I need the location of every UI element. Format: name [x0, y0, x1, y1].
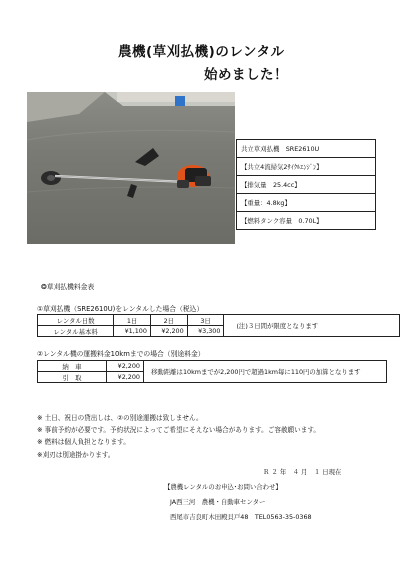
- row-label-pickup: 引 取: [38, 372, 107, 383]
- note-item: ※ 事前予約が必要です。予約状況によってご希望にそえない場合があります。ご容赦願います。: [37, 426, 320, 435]
- spec-weight: 【重量：4.8kg】: [237, 194, 376, 212]
- title-line1: 農機(草刈払機)のレンタル: [118, 44, 285, 60]
- note-item: ※刈刃は別途掛かります。: [37, 450, 115, 459]
- spec-engine: 【共立4流掃気2ｻｲｸﾙｴﾝｼﾞﾝ】: [237, 158, 376, 176]
- header-day1: 1日: [114, 315, 151, 326]
- notes-list: [37, 412, 320, 461]
- issue-date: Ｒ ２ 年 ４ 月 １ 日現在: [263, 468, 342, 476]
- transport-fee-table: [37, 360, 387, 383]
- price-day2: ¥2,200: [150, 326, 187, 337]
- spec-row: [237, 212, 376, 230]
- title-line2: 始めました！: [204, 67, 288, 83]
- address-phone: 西尾市吉良町木田殿貝戸48 TEL0563-35-0368: [170, 513, 312, 521]
- row-label-basic-fee: レンタル基本料: [38, 326, 114, 337]
- bucket-icon: [175, 96, 185, 106]
- header-day2: 2日: [150, 315, 187, 326]
- handle-bar-icon: [135, 148, 159, 166]
- organization-name: JA西三河 農機・自動車センター: [170, 498, 266, 506]
- spec-model: 共立草刈払機 SRE2610U: [237, 140, 376, 158]
- fee-header: ❂草刈払機料金表: [41, 283, 95, 291]
- contact-title: 【農機レンタルのお申込･お問い合わせ】: [164, 483, 282, 491]
- rental-note: (注)３日間が限度となります: [224, 315, 400, 337]
- spec-displacement: 【排気量 25.4cc】: [237, 176, 376, 194]
- price-day1: ¥1,100: [114, 326, 151, 337]
- section2-title: ②レンタル機の運搬料金10kmまでの場合（別途料金）: [37, 350, 205, 358]
- section1-title: ①草刈払機（SRE2610U)をレンタルした場合（税込）: [37, 305, 204, 313]
- spec-table: [236, 139, 376, 230]
- price-delivery: ¥2,200: [107, 361, 144, 372]
- note-item: ※ 土日、祝日の貸出しは、②の別途運搬は致しません。: [37, 414, 203, 422]
- spec-row: [237, 194, 376, 212]
- row-label-delivery: 納 車: [38, 361, 107, 372]
- transport-note: 移動距離は10kmまでが2,200円で超過1km毎に110円の加算となります: [144, 361, 387, 383]
- header-days: レンタル日数: [38, 315, 114, 326]
- price-day3: ¥3,300: [187, 326, 224, 337]
- spec-row: [237, 158, 376, 176]
- brush-cutter-illustration: [27, 92, 235, 244]
- header-day3: 3日: [187, 315, 224, 326]
- spec-row: [237, 140, 376, 158]
- price-pickup: ¥2,200: [107, 372, 144, 383]
- spec-row: [237, 176, 376, 194]
- note-item: ※ 燃料は個人負担となります。: [37, 438, 130, 447]
- rental-fee-table: [37, 314, 400, 337]
- brush-cutter-photo: [27, 92, 235, 244]
- spec-fuel-tank: 【燃料タンク容量 0.70L】: [237, 212, 376, 230]
